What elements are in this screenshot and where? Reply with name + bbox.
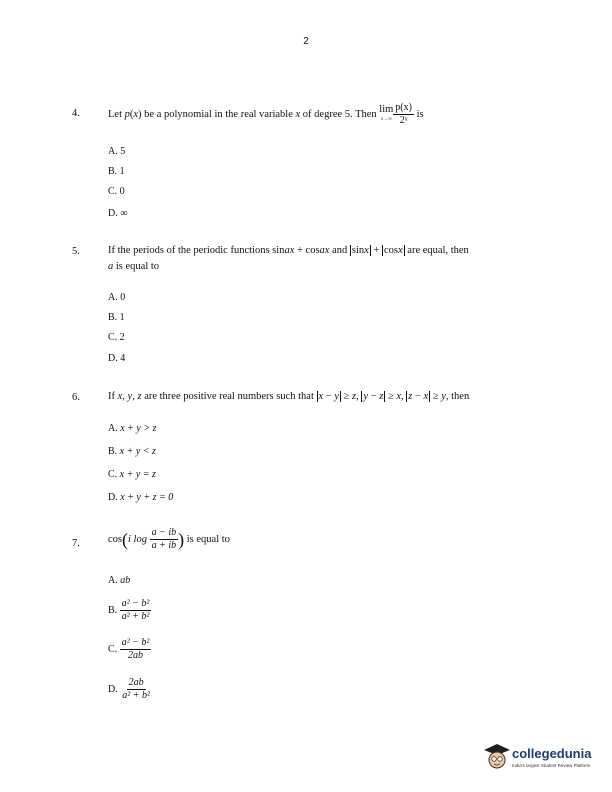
question-6-text: If x, y, z are three positive real numbers such that x − y ≥ z, y − z ≥ x, z − x ≥ y, then <box>108 391 470 402</box>
logo-name: collegedunia <box>512 746 592 761</box>
fraction: $\frac{\text{a² − b²}}{\text{a² + b²}}$ <box>121 598 150 622</box>
option: C. 2 <box>108 332 125 343</box>
option: D. $\frac{2ab}{\text{a² + b²}}$ <box>108 677 150 701</box>
question-number: 5. <box>72 246 80 257</box>
fraction: $\frac{p(x)}{\text{2ˣ}}$ <box>395 102 412 126</box>
fraction: $\frac{2ab}{\text{a² + b²}}$ <box>122 677 150 701</box>
page-number: 2 <box>303 36 309 47</box>
option: D. 4 <box>108 353 126 364</box>
question-5-text: If the periods of the periodic functions sinax + cosax and sinx + cosx are equal, then a is equal to <box>108 245 469 272</box>
option: C. x + y = z <box>108 469 156 480</box>
fraction: $\frac{a - ib}{a + ib}$ <box>151 527 177 551</box>
fraction: $\frac{\text{a² − b²}}{2ab}$ <box>121 637 150 661</box>
question-number: 6. <box>72 392 80 403</box>
option: A. x + y > z <box>108 423 157 434</box>
collegedunia-logo <box>482 742 592 778</box>
option: B. x + y < z <box>108 446 156 457</box>
question-number: 4. <box>72 108 80 119</box>
question-number: 7. <box>72 538 80 549</box>
option: B. 1 <box>108 312 125 323</box>
option: D. ∞ <box>108 208 128 219</box>
limit-operator: lim x→∞ <box>379 103 394 122</box>
option: A. 0 <box>108 292 126 303</box>
option: D. x + y + z = 0 <box>108 492 174 503</box>
logo-tagline: India's largest Student Review Platform <box>512 763 591 768</box>
option: B. $\frac{\text{a² − b²}}{\text{a² + b²}}$ <box>108 598 150 622</box>
option: A. ab <box>108 575 131 586</box>
question-4-text: Let p(x) be a polynomial in the real variable x of degree 5. Then lim x→∞ $\frac{p(x)}{\text{2ˣ}}$ is <box>108 102 424 126</box>
question-7-text: cos(i log $\frac{a - ib}{a + ib}$ ) is equal to <box>108 527 230 551</box>
option: B. 1 <box>108 166 125 177</box>
option: A. 5 <box>108 146 126 157</box>
option: C. $\frac{\text{a² − b²}}{2ab}$ <box>108 637 150 661</box>
graduate-mascot-icon <box>482 742 512 772</box>
option: C. 0 <box>108 186 125 197</box>
